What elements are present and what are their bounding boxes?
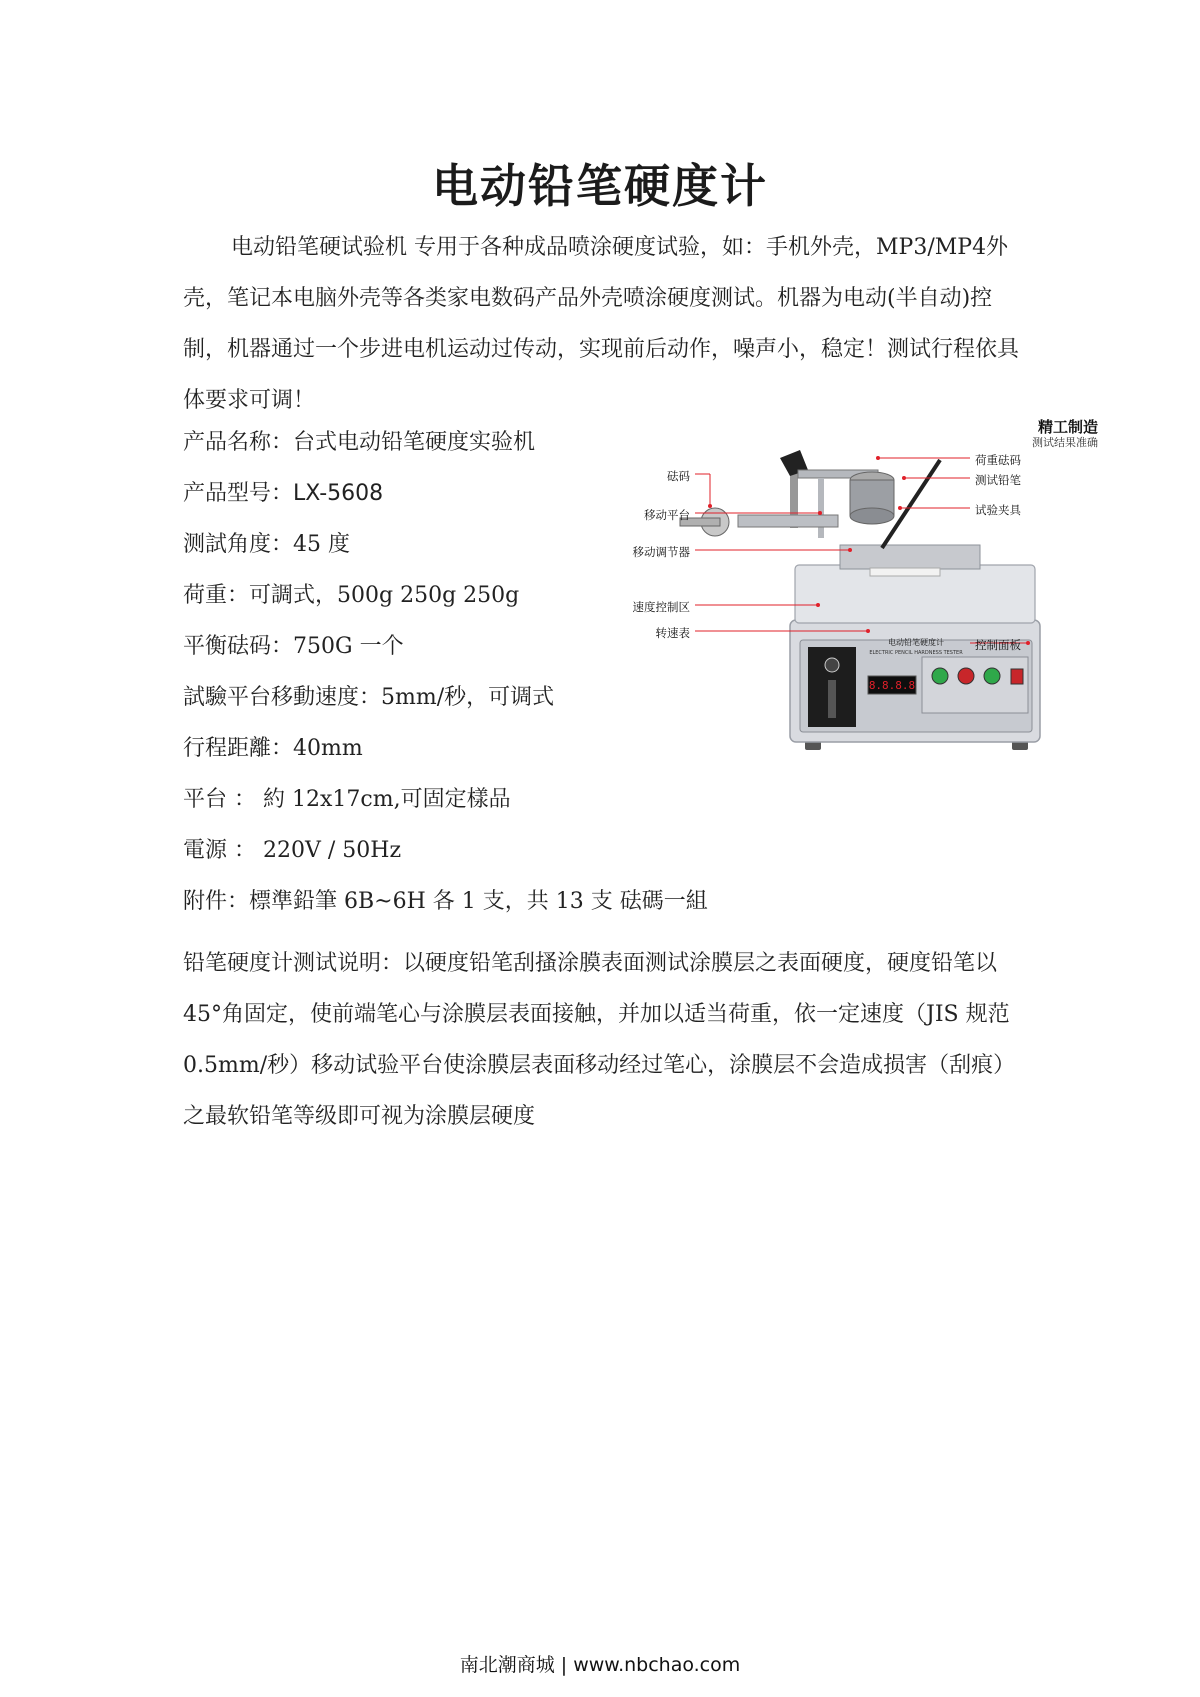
spec-value: 40mm	[293, 736, 363, 761]
rpm-display-value: 8.8.8.8	[868, 679, 916, 692]
callout-weight: 砝码	[667, 469, 690, 483]
spec-value: 5mm/秒，可调式	[381, 685, 555, 710]
spec-row-product-name	[183, 428, 535, 458]
spec-label: 附件：	[183, 889, 250, 914]
spec-label: 試驗平台移動速度：	[183, 685, 382, 710]
speed-slider	[828, 680, 836, 718]
button-box	[922, 657, 1028, 713]
green-button-1	[932, 668, 948, 684]
spec-label: 電源 ：	[183, 838, 263, 863]
callout-dot	[902, 476, 906, 480]
spec-label: 行程距離：	[183, 736, 294, 761]
spec-value: LX-5608	[293, 481, 384, 506]
panel-subtitle: ELECTRIC PENCIL HARDNESS TESTER	[869, 650, 963, 656]
spec-value: 標準鉛筆 6B~6H 各 1 支，共 13 支 砝碼一組	[249, 889, 708, 914]
intro-paragraph: 电动铅笔硬试验机 专用于各种成品喷涂硬度试验，如：手机外壳，MP3/MP4外壳，笔记本电脑外壳等各类家电数码产品外壳喷涂硬度测试。机器为电动(半自动)控制，机器通过一个步进电机运动过传动，实现前后动作，噪声小，稳定！测试行程依具体要求可调！	[183, 235, 1020, 413]
spec-row-platform	[183, 785, 511, 815]
spec-label: 产品型号：	[183, 481, 294, 506]
spec-row-travel	[183, 734, 363, 764]
spec-row-load	[183, 581, 519, 611]
callout-fixture: 试验夹具	[975, 503, 1021, 517]
arm-support	[818, 478, 824, 538]
callout-adjuster: 移动调节器	[632, 545, 690, 559]
adjuster-bar	[870, 568, 940, 576]
pencil-hardness-tester-illustration	[640, 440, 1110, 770]
load-weight-bottom	[850, 508, 894, 524]
brand-subtitle: 测试结果准确	[1032, 436, 1098, 449]
callout-dot	[708, 504, 712, 508]
sliding-arm	[738, 515, 838, 527]
green-button-2	[984, 668, 1000, 684]
spec-value: 台式电动铅笔硬度实验机	[293, 430, 536, 455]
spec-row-balance-weight	[183, 632, 404, 662]
spec-label: 产品名称：	[183, 430, 294, 455]
spec-value: 220V / 50Hz	[263, 838, 402, 863]
spec-value: 可調式，500g 250g 250g	[249, 583, 520, 608]
spec-label: 平衡砝码：	[183, 634, 294, 659]
callout-dot	[848, 548, 852, 552]
callout-control-panel: 控制面板	[975, 638, 1021, 652]
callout-dot	[898, 506, 902, 510]
spec-row-speed	[183, 683, 554, 713]
spec-row-accessories	[183, 887, 708, 917]
page-footer: 南北潮商城 | www.nbchao.com	[459, 1654, 741, 1676]
callout-load-weight: 荷重砝码	[975, 453, 1021, 467]
moving-platform	[840, 545, 980, 569]
callout-dot	[1026, 641, 1030, 645]
spec-value: 45 度	[293, 532, 351, 557]
callout-dot	[816, 603, 820, 607]
spec-label: 荷重：	[183, 583, 250, 608]
red-button	[958, 668, 974, 684]
callout-dot	[876, 456, 880, 460]
product-figure	[632, 418, 1110, 770]
spec-value: 750G 一个	[293, 634, 404, 659]
page-title: 电动铅笔硬度计	[432, 159, 768, 213]
callout-moving-platform: 移动平台	[644, 508, 690, 522]
callout-tachometer: 转速表	[655, 626, 690, 640]
brand-title: 精工制造	[1038, 418, 1099, 436]
spec-row-power	[183, 836, 401, 866]
spec-value: 約 12x17cm,可固定樣品	[263, 787, 511, 812]
spec-row-angle	[183, 530, 350, 560]
spec-row-model	[183, 479, 383, 509]
spec-label: 测試角度：	[183, 532, 294, 557]
panel-title: 电动铅笔硬度计	[888, 638, 944, 647]
test-description: 铅笔硬度计测试说明：以硬度铅笔刮搔涂膜表面测试涂膜层之表面硬度，硬度铅笔以 45°角固定，使前端笔心与涂膜层表面接触，并加以适当荷重，依一定速度（JIS 规范 0.5mm/秒）移动试验平台使涂膜层表面移动经过笔心，涂膜层不会造成损害（刮痕）之最软铅笔等级即可视为涂膜层硬度	[183, 951, 1016, 1129]
power-switch	[1011, 669, 1023, 684]
callout-test-pencil: 测试铅笔	[975, 473, 1021, 487]
spec-label: 平台 ：	[183, 787, 263, 812]
callout-speed-control: 速度控制区	[632, 600, 690, 614]
callout-dot	[818, 511, 822, 515]
speed-knob	[825, 658, 839, 672]
callout-dot	[866, 629, 870, 633]
